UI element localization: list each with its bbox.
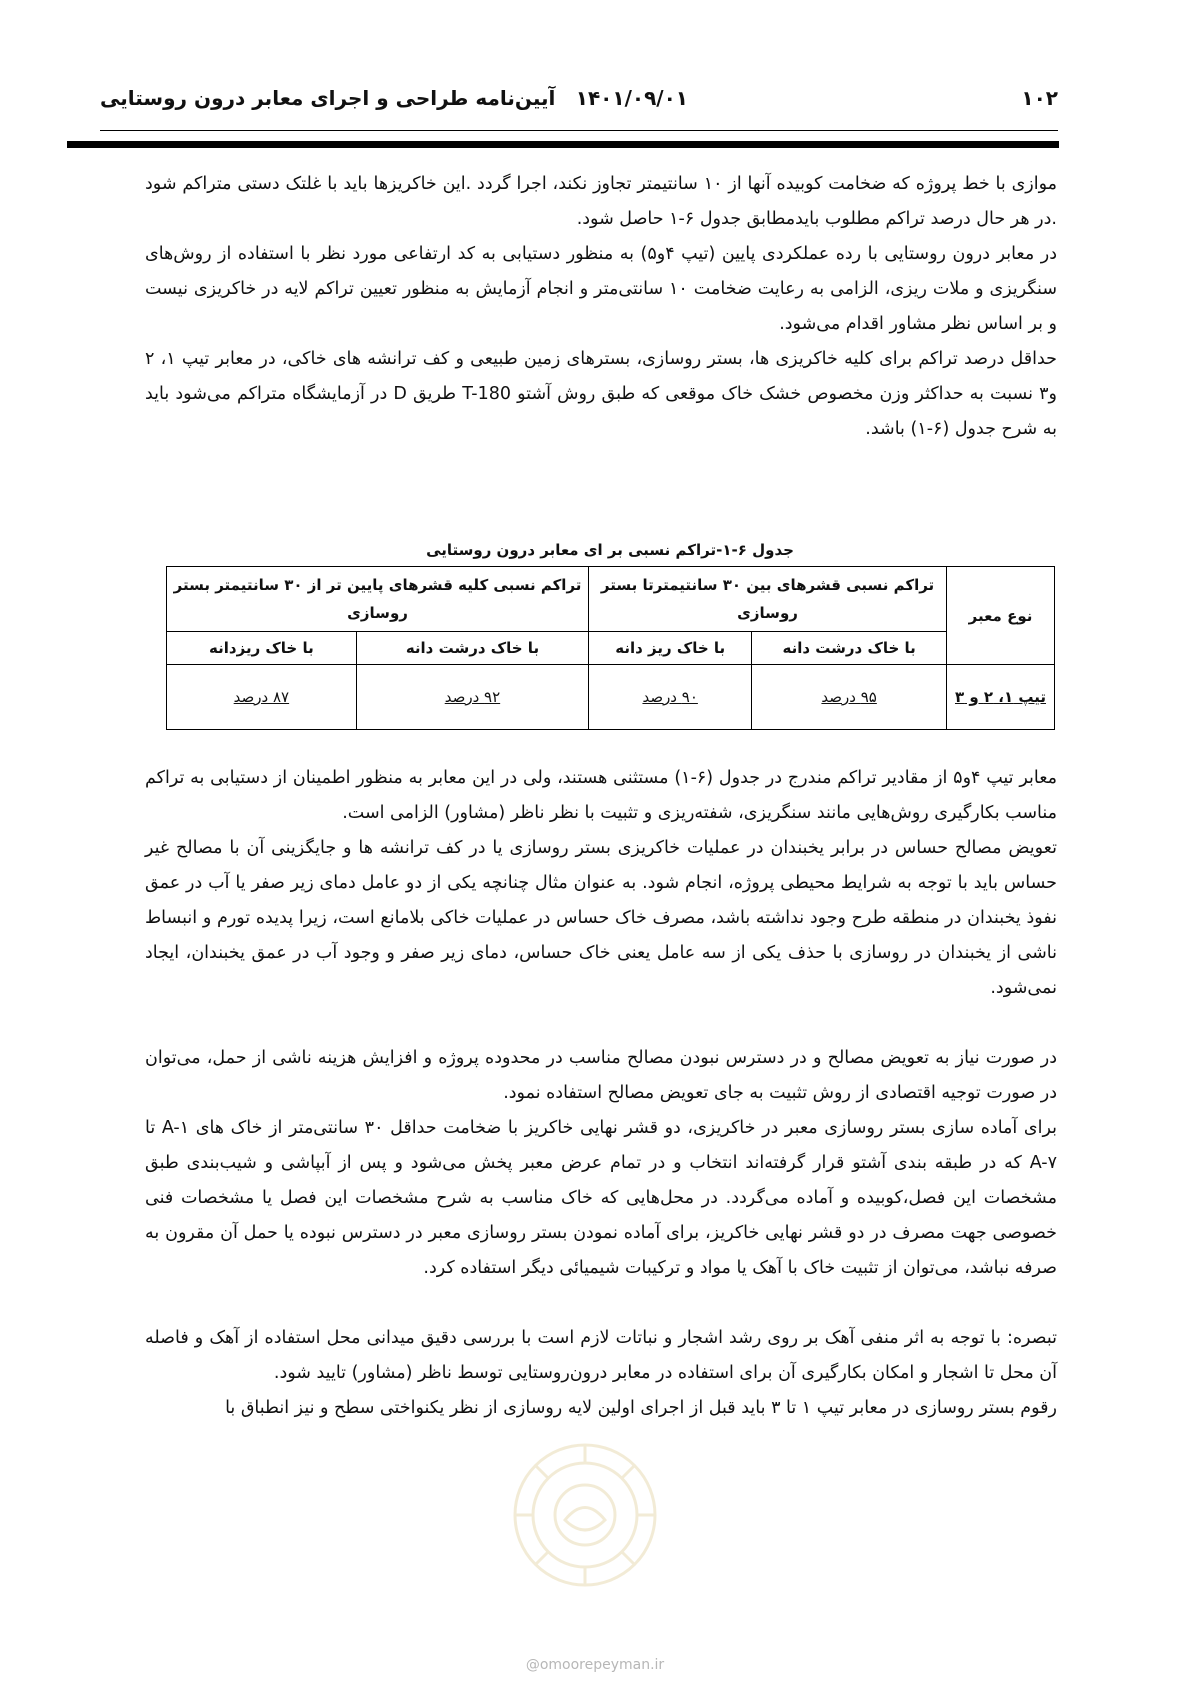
col-group-lower: تراکم نسبی کلیه قشرهای پایین تر از ۳۰ سانتیمتر بستر روسازی — [167, 567, 589, 632]
subheader-coarse-upper: با خاک درشت دانه — [752, 632, 947, 665]
page-number: ۱۰۲ — [1021, 86, 1058, 110]
header-divider-thin — [100, 130, 1058, 131]
header-date: ۱۴۰۱/۰۹/۰۱ — [575, 86, 688, 110]
paragraph: موازی با خط پروژه که ضخامت کوبیده آنها از ۱۰ سانتیمتر تجاوز نکند، اجرا گردد .این خاکریزها باید با غلتک دستی متراکم شود .در هر حال درصد تراکم مطلوب بایدمطابق جدول ۶-۱ حاصل شود. — [145, 174, 1057, 229]
paragraph: در معابر درون روستایی با رده عملکردی پایین (تیپ ۴و۵) به منظور دستیابی به کد ارتفاعی مورد نظر با استفاده از روش‌های سنگریزی و ملات ریزی، الزامی به رعایت ضخامت ۱۰ سانتی‌متر و انجام آزمایش به منظور تعیین تراکم لایه در خاکریزی نیست و بر اساس نظر مشاور اقدام می‌شود. — [145, 244, 1058, 334]
table-cell: ۹۵ درصد — [752, 665, 947, 730]
table-caption: جدول ۶-۱-تراکم نسبی بر ای معابر درون روستایی — [426, 541, 794, 559]
header-divider-thick — [67, 141, 1059, 148]
table-row — [167, 665, 1055, 730]
subheader-fine-upper: با خاک ریز دانه — [589, 632, 752, 665]
subheader-coarse-lower: با خاک درشت دانه — [356, 632, 588, 665]
row-label: تیپ ۱، ۲ و ۳ — [947, 665, 1055, 730]
col-group-upper: تراکم نسبی قشرهای بین ۳۰ سانتیمترتا بستر روسازی — [589, 567, 947, 632]
document-title: آیین‌نامه طراحی و اجرای معابر درون روستایی — [100, 86, 556, 110]
paragraph: رقوم بستر روسازی در معابر تیپ ۱ تا ۳ باید قبل از اجرای اولین لایه روسازی از نظر یکنواختی سطح و نیز انطباق با — [225, 1398, 1057, 1418]
col-header-type: نوع معبر — [947, 567, 1055, 665]
paragraph: برای آماده سازی بستر روسازی معبر در خاکریزی، دو قشر نهایی خاکریز با ضخامت حداقل ۳۰ سانتی‌متر از خاک های A-۱ تا A-۷ که در طبقه بندی آشتو قرار گرفته‌اند انتخاب و در تمام عرض معبر پخش می‌شود و پس از آبپاشی و شیب‌بندی طبق مشخصات این فصل،کوبیده و آماده می‌گردد. در محل‌هایی که خاک مناسب به شرح مشخصات این فصل یا مشخصات فنی خصوصی جهت مصرف در دو قشر نهایی خاکریز، برای آماده نمودن بستر روسازی معبر در دسترس نبوده یا حمل آن مقرون به صرفه نباشد، می‌توان از تثبیت خاک با آهک یا مواد و ترکیبات شیمیائی دیگر استفاده کرد. — [145, 1118, 1058, 1278]
publisher-seal-watermark — [510, 1440, 660, 1590]
paragraph: در صورت نیاز به تعویض مصالح و در دسترس نبودن مصالح مناسب در محدوده پروژه و افزایش هزینه ناشی از حمل، می‌توان در صورت توجیه اقتصادی از روش تثبیت به جای تعویض مصالح استفاده نمود. — [145, 1048, 1057, 1103]
paragraph: تبصره: با توجه به اثر منفی آهک بر روی رشد اشجار و نباتات لازم است با بررسی دقیق میدانی محل استفاده از آهک و فاصله آن محل تا اشجار و امکان بکارگیری آن برای استفاده در معابر درون‌روستایی توسط ناظر (مشاور) تایید شود. — [145, 1328, 1057, 1383]
watermark-url: @omoorepeyman.ir — [525, 1657, 665, 1673]
page-header — [100, 86, 1058, 126]
table-cell: ۹۰ درصد — [589, 665, 752, 730]
table-cell: ۹۲ درصد — [356, 665, 588, 730]
paragraph: معابر تیپ ۴و۵ از مقادیر تراکم مندرج در جدول (۶-۱) مستثنی هستند، ولی در این معابر به منظور اطمینان از دستیابی به تراکم مناسب بکارگیری روش‌هایی مانند سنگریزی، شفته‌ریزی و تثبیت با نظر ناظر (مشاور) الزامی است. — [145, 768, 1058, 823]
body-text-bottom — [145, 761, 1057, 1426]
density-table — [166, 566, 1055, 730]
paragraph: حداقل درصد تراکم برای کلیه خاکریزی ها، بستر روسازی، بسترهای زمین طبیعی و کف ترانشه های خاکی، در معابر تیپ ۱، ۲ و۳ نسبت به حداکثر وزن مخصوص خشک خاک موقعی که طبق روش آشتو T-180 طریق D در آزمایشگاه متراکم می‌شود باید به شرح جدول (۶-۱) باشد. — [145, 349, 1058, 439]
subheader-fine-lower: با خاک ریزدانه — [167, 632, 357, 665]
body-text-top — [145, 167, 1057, 447]
paragraph: تعویض مصالح حساس در برابر یخبندان در عملیات خاکریزی بستر روسازی یا در کف ترانشه ها و جایگزینی آن با مصالح غیر حساس باید با توجه به شرایط محیطی پروژه، انجام شود. به عنوان مثال چنانچه یکی از دو عامل دمای زیر صفر یا آب در عمق نفوذ یخبندان در منطقه طرح وجود نداشته باشد، مصرف خاک حساس در عملیات خاکی بلامانع است، زیرا پدیده تورم و انبساط ناشی از یخبندان در روسازی با حذف یکی از سه عامل یعنی خاک حساس، دمای زیر صفر و وجود آب در عمق یخبندان، ایجاد نمی‌شود. — [145, 838, 1057, 998]
table-cell: ۸۷ درصد — [167, 665, 357, 730]
